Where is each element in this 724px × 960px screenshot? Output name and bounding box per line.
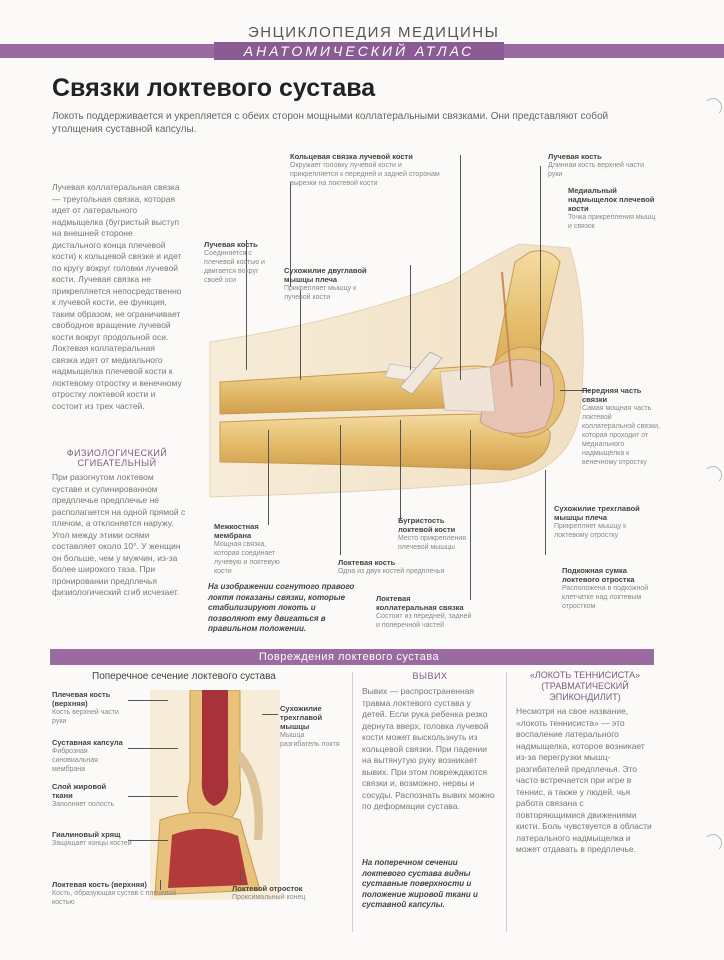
cross-label-ulna: Локтевая кость (верхняя) Кость, образующая сустав с плечевой костью (52, 880, 177, 906)
label-ulnar-collateral: Локтевая коллатеральная связка Состоит из передней, задней и поперечной частей (376, 594, 472, 629)
atlas-label: АНАТОМИЧЕСКИЙ АТЛАС (214, 42, 504, 60)
label-interosseous-membrane: Межкостная мембрана Мощная связка, которая соединяет лучевую и локтевую кости (214, 522, 280, 575)
tennis-elbow-title: «ЛОКОТЬ ТЕННИСИСТА» (ТРАВМАТИЧЕСКИЙ ЭПИКОНДИЛИТ) (529, 670, 641, 702)
tennis-elbow-text: Несмотря на свое название, «локоть теннисиста» — это воспаление латерального надмыщелка, которое возникает из-за перегрузки мышц-разгибателей предплечья. Это часто встречается при игре в теннис, а также у людей, чья работа связана с повторяющимися движениями кисти. Боль чувствуется в области латерального надмыщелка и может отдавать в предплечье. (516, 706, 652, 854)
cross-label-cartilage: Гиалиновый хрящ Защищает концы костей (52, 830, 132, 847)
binder-hole-icon (704, 98, 722, 116)
illustration-caption: На изображении согнутого правого локтя показаны связки, которые стабилизируют локоть и позволяют ему двигаться в правильном положении. (208, 582, 355, 633)
dislocation-text: Вывих — распространенная травма локтевого сустава у детей. Если рука ребенка резко дернута вверх, головка лучевой кости может выскользнуть из кольцевой связки. При падении на вытянутую руку возникает вывих. При этом повреждаются связки и, возможно, нервы и сосуды. Распознать вывих можно по деформации сустава. (362, 686, 495, 811)
label-anterior-ligament: Передняя часть связки Самая мощная часть локтевой коллатеральной связки, которая проходит от медиального надмыщелка к венечному отростку (582, 386, 660, 466)
label-olecranon-bursa: Подкожная сумка локтевого отростка Расположена в подкожной клетчатке над локтевым отростком (562, 566, 649, 610)
encyclopedia-title: ЭНЦИКЛОПЕДИЯ МЕДИЦИНЫ (248, 24, 500, 41)
cross-section-illustration (150, 690, 280, 900)
label-annular-ligament: Кольцевая связка лучевой кости Окружает головку лучевой кости и прикрепляется к передней и задней сторонам вырезки на локтевой кости (290, 152, 440, 187)
binder-hole-icon (704, 834, 722, 852)
label-ulna-tuberosity: Бугристость локтевой кости Место прикрепления плечевой мышцы (398, 516, 467, 551)
left-subtitle: ФИЗИОЛОГИЧЕСКИЙ СГИБАТЕЛЬНЫЙ (66, 448, 168, 468)
section-title: Повреждения локтевого сустава (258, 651, 440, 663)
cross-label-olecranon: Локтевой отросток Проксимальный конец (232, 884, 306, 901)
left-column-text-2: При разогнутом локтевом суставе и супинированном предплечье предплечье не располагается на одной прямой с плечом, а отклоняется наружу. Угол между этими осями составляет около 10°. У женщин он больше, чем у мужчин, из-за более широкого таза. При пронировании предплечья физиологический сгиб исчезает. (52, 472, 186, 597)
cross-label-capsule: Суставная капсула Фиброзная синовиальная мембрана (52, 738, 123, 773)
page-title: Связки локтевого сустава (52, 74, 376, 102)
label-triceps-tendon: Сухожилие трехглавой мышцы плеча Прикрепляет мышцу к локтевому отростку (554, 504, 640, 539)
label-radius: Лучевая кость Соединяется с плечевой костью и двигается вокруг своей оси (204, 240, 265, 284)
label-medial-epicondyle: Медиальный надмыщелок плечевой кости Точка прикрепления мышц и связок (568, 186, 656, 230)
label-ulna: Локтевая кость Одна из двух костей предплечья (338, 558, 445, 575)
intro-text: Локоть поддерживается и укрепляется с обеих сторон мощными коллатеральными связками. Они представляют собой утолщения суставной капсулы. (52, 111, 609, 135)
label-biceps-tendon: Сухожилие двуглавой мышцы плеча Прикрепляет мышцу к лучевой кости (284, 266, 367, 301)
cross-label-humerus: Плечевая кость (верхняя) Кость верхней части руки (52, 690, 119, 725)
left-column-text: Лучевая коллатеральная связка — треугольная связка, которая идет от латерального надмыщелка (бугристый выступ на внешней стороне дистального конца плечевой кости) к кольцевой связке и идет по кругу вокруг головки лучевой кости. Лучевая связка не прикрепляется непосредственно к лучевой кости, ее функция, таким образом, не ограничивает свободное вращение лучевой кости вокруг продольной оси. Локтевая коллатеральная связка идет от медиального надмыщелка плечевой кости к локтевому отростку и венечному отростку локтевой кости и состоит из трех частей. (52, 182, 182, 411)
cross-label-triceps: Сухожилие трехглавой мышцы Мышца разгибатель локтя (280, 704, 340, 748)
cross-section-caption: На поперечном сечении локтевого сустава видны суставные поверхности и положение жировой ткани и суставной капсулы. (362, 858, 478, 909)
label-radius-top: Лучевая кость Длинная кость верхней части руки (548, 152, 645, 178)
cross-section-title: Поперечное сечение локтевого сустава (92, 671, 276, 682)
dislocation-title: ВЫВИХ (412, 671, 448, 681)
cross-label-fat: Слой жировой ткани Заполняет полость (52, 782, 115, 808)
binder-hole-icon (704, 466, 722, 484)
